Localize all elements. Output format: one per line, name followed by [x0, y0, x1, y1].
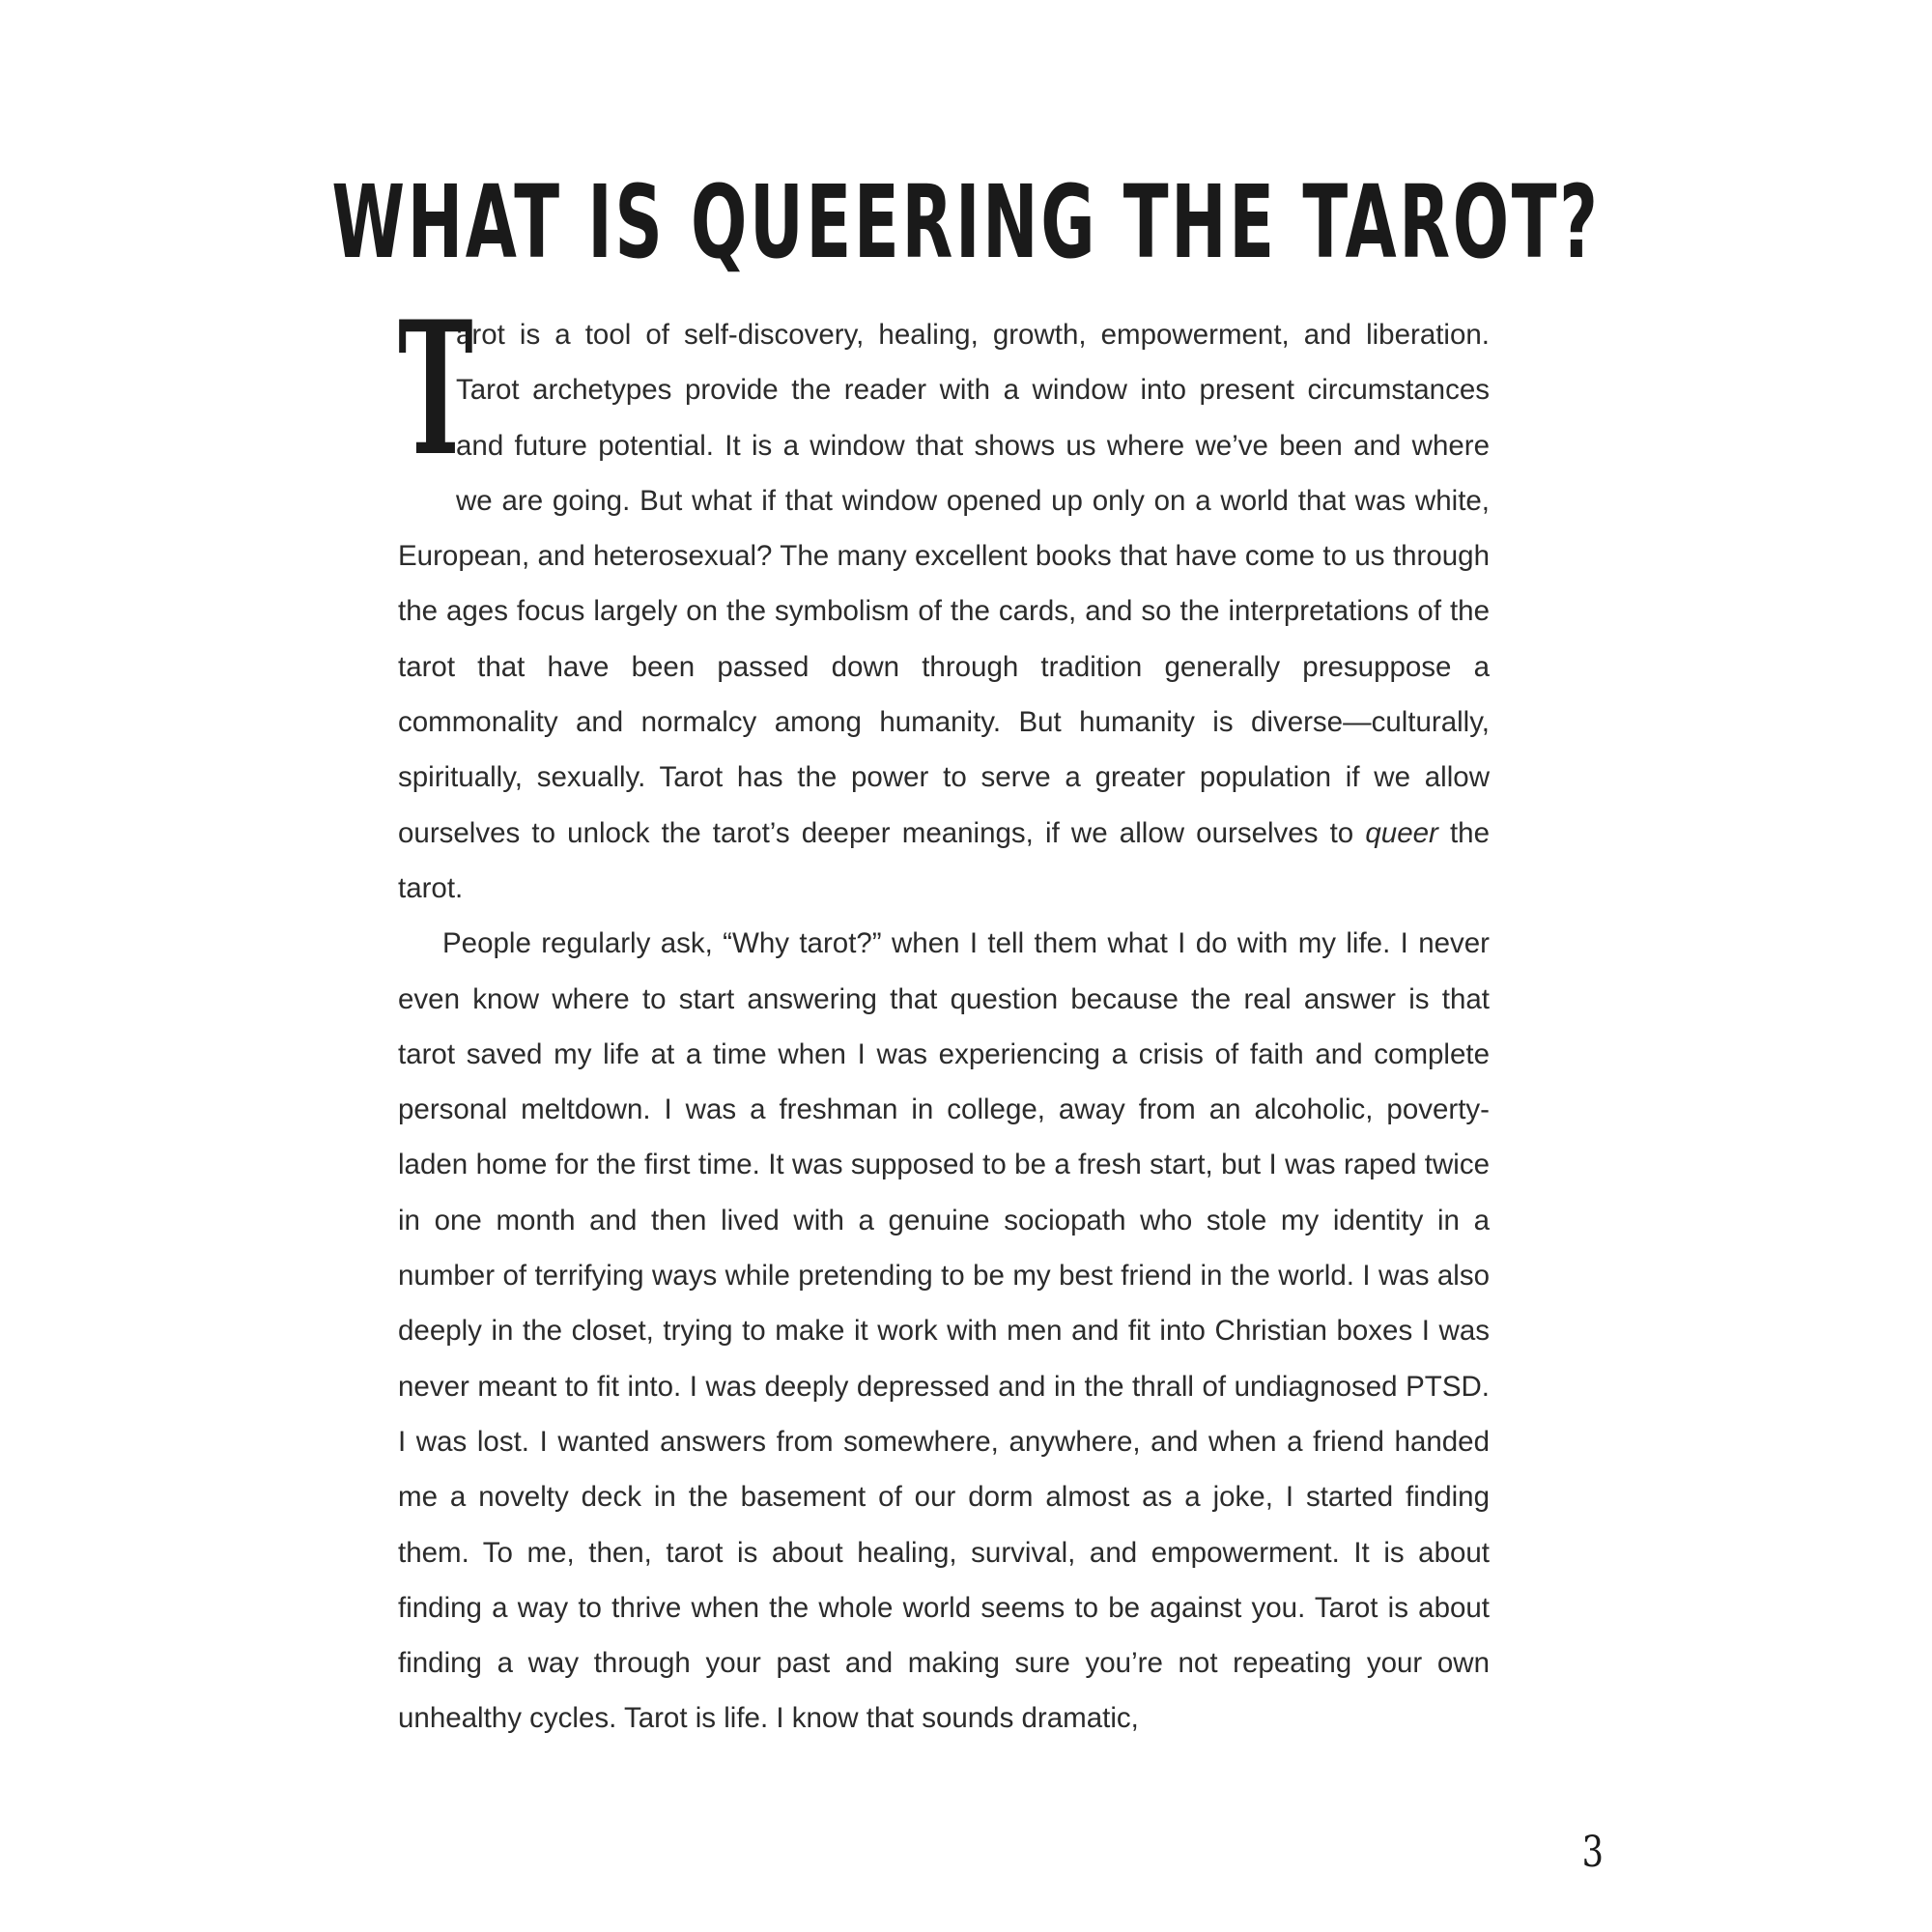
chapter-title: WHAT IS QUEERING THE TAROT?	[331, 163, 1601, 281]
paragraph-1	[398, 281, 1490, 916]
paragraph-2: People regularly ask, “Why tarot?” when I tell them what I do with my life. I never even know where to start answering that question because the real answer is that tarot saved my life at a time when I was experiencing a crisis of faith and complete personal meltdown. I was a freshman in college, away from an alcoholic, poverty-laden home for the first time. It was supposed to be a fresh start, but I was raped twice in one month and then lived with a genuine sociopath who stole my identity in a number of terrifying ways while pretending to be my best friend in the world. I was also deeply in the closet, trying to make it work with men and fit into Christian boxes I was never meant to fit into. I was deeply depressed and in the thrall of undiagnosed PTSD. I was lost. I wanted answers from somewhere, anywhere, and when a friend handed me a novelty deck in the basement of our dorm almost as a joke, I started finding them. To me, then, tarot is about healing, survival, and empowerment. It is about finding a way to thrive when the whole world seems to be against you. Tarot is about finding a way through your past and making sure you’re not repeating your own unhealthy cycles. Tarot is life. I know that sounds dramatic,	[398, 927, 1490, 1735]
body-text	[398, 281, 1490, 1747]
page-number: 3	[1581, 1828, 1604, 1877]
paragraph-1-emphasis: queer	[1365, 816, 1438, 849]
paragraph-1-end: the tarot.	[398, 816, 1490, 904]
paragraph-1-start: arot is a tool of self-discovery, healing, growth, empowerment, and liberation. Tarot archetypes provide the reader with a window into present circumstances and future potential. It is a window that shows us where we’ve been and where we are going. But what if that window opened up only on a world that was white, European, and heterosexual? The many excellent books that have come to us through the ages focus largely on the symbolism of the cards, and so the interpretations of the tarot that have been passed down through tradition generally presuppose a commonality and normalcy among humanity. But humanity is diverse—culturally, spiritually, sexually. Tarot has the power to serve a greater population if we allow ourselves to unlock the tarot’s deeper meanings, if we allow ourselves to	[398, 319, 1490, 849]
drop-cap: T	[398, 281, 473, 497]
